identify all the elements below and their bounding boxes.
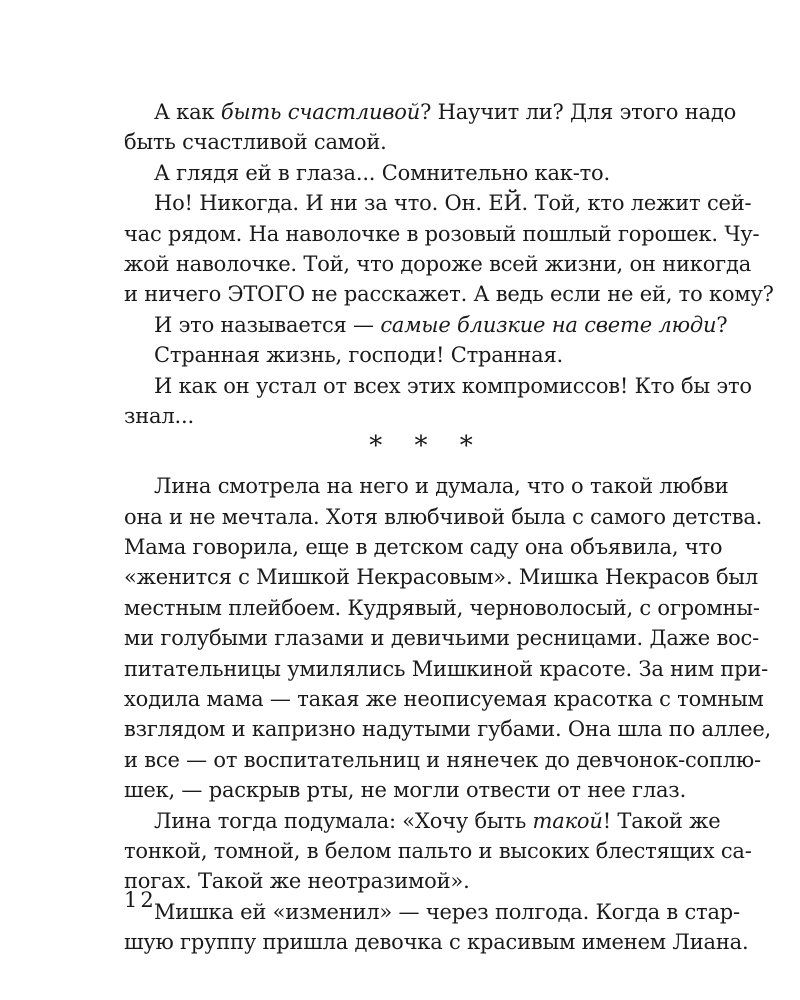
- text-run: Мама говорила, еще в детском саду она объявила, что: [124, 535, 723, 560]
- paragraph: [124, 340, 720, 370]
- text-run: И это называется —: [154, 312, 381, 337]
- italic-text-run: самые близкие на свете люди: [380, 312, 717, 337]
- body-text: [124, 97, 774, 958]
- text-line: [124, 714, 772, 744]
- text-run: она и не мечтала. Хотя влюбчивой была с самого детства.: [124, 504, 763, 529]
- text-run: Мишка ей «изменил» — через полгода. Когда в стар-: [154, 899, 740, 924]
- text-run: тонкой, томной, в белом пальто и высоких блестящих са-: [124, 838, 752, 863]
- text-line: [124, 310, 728, 340]
- section-separator: * * *: [369, 431, 485, 462]
- text-run: знал...: [124, 403, 194, 428]
- text-run: ?: [716, 312, 728, 337]
- text-run: погах. Такой же неотразимой».: [124, 869, 470, 894]
- paragraph: [124, 897, 749, 958]
- text-line: [124, 806, 720, 836]
- paragraph: [124, 471, 772, 805]
- text-line: [124, 562, 759, 592]
- text-line: [124, 219, 760, 249]
- italic-text-run: такой: [532, 808, 603, 833]
- text-run: Странная жизнь, господи! Странная.: [154, 343, 564, 368]
- text-line: [124, 927, 749, 957]
- paragraph: [124, 188, 774, 310]
- text-line: [124, 593, 760, 623]
- text-run: быть счастливой самой.: [124, 130, 387, 155]
- text-line: [124, 279, 774, 309]
- text-run: местным плейбоем. Кудрявый, черноволосый, с огромны-: [124, 595, 760, 620]
- text-run: шую группу пришла девочка с красивым именем Лиана.: [124, 930, 749, 955]
- text-run: и ничего ЭТОГО не расскажет. А ведь если не ей, то кому?: [124, 282, 774, 307]
- text-line: [124, 249, 752, 279]
- text-run: Но! Никогда. И ни за что. Он. ЕЙ. Той, кто лежит сей-: [154, 191, 752, 216]
- text-line: [124, 188, 752, 218]
- text-run: питательницы умилялись Мишкиной красоте. За ним при-: [124, 656, 769, 681]
- paragraph: [124, 371, 752, 432]
- text-line: [124, 471, 729, 501]
- text-run: ! Такой же: [602, 808, 721, 833]
- text-run: Лина смотрела на него и думала, что о такой любви: [154, 474, 729, 499]
- italic-text-run: быть счастливой: [220, 100, 421, 124]
- paragraph: [124, 97, 737, 158]
- text-line: [124, 897, 740, 927]
- text-line: [124, 532, 723, 562]
- text-run: шек, — раскрыв рты, не могли отвести от нее глаз.: [124, 778, 687, 803]
- text-run: ми голубыми глазами и девичьими ресницами. Даже вос-: [124, 626, 759, 651]
- text-line: [124, 684, 764, 714]
- text-run: А глядя ей в глаза... Сомнительно как-то.: [154, 160, 610, 185]
- paragraph: [124, 806, 752, 897]
- text-line: [124, 127, 720, 157]
- text-run: и все — от воспитательниц и нянечек до девчонок-соплю-: [124, 747, 761, 772]
- text-line: [124, 158, 720, 188]
- text-run: ? Научит ли? Для этого надо: [420, 100, 737, 124]
- text-line: [124, 745, 761, 775]
- text-run: жой наволочке. Той, что дороже всей жизни, он никогда: [124, 251, 752, 276]
- text-run: взглядом и капризно надутыми губами. Она шла по аллее,: [124, 717, 772, 742]
- text-line: [124, 836, 752, 866]
- text-line: [124, 340, 720, 370]
- text-run: А как: [154, 100, 221, 124]
- text-line: [124, 502, 763, 532]
- text-line: [124, 97, 737, 127]
- text-run: «женится с Мишкой Некрасовым». Мишка Некрасов был: [124, 565, 759, 590]
- text-line: [124, 401, 720, 431]
- text-run: ходила мама — такая же неописуемая красотка с томным: [124, 687, 764, 712]
- paragraph: [124, 158, 720, 188]
- text-line: [124, 866, 720, 896]
- text-line: [124, 654, 769, 684]
- text-line: [124, 623, 759, 653]
- text-run: И как он устал от всех этих компромиссов! Кто бы это: [154, 373, 752, 398]
- page-number: 12: [124, 888, 157, 912]
- text-run: час рядом. На наволочке в розовый пошлый горошек. Чу-: [124, 221, 760, 246]
- paragraph: [124, 310, 728, 340]
- text-line: [124, 371, 752, 401]
- text-line: [124, 775, 720, 805]
- text-run: Лина тогда подумала: «Хочу быть: [154, 808, 533, 833]
